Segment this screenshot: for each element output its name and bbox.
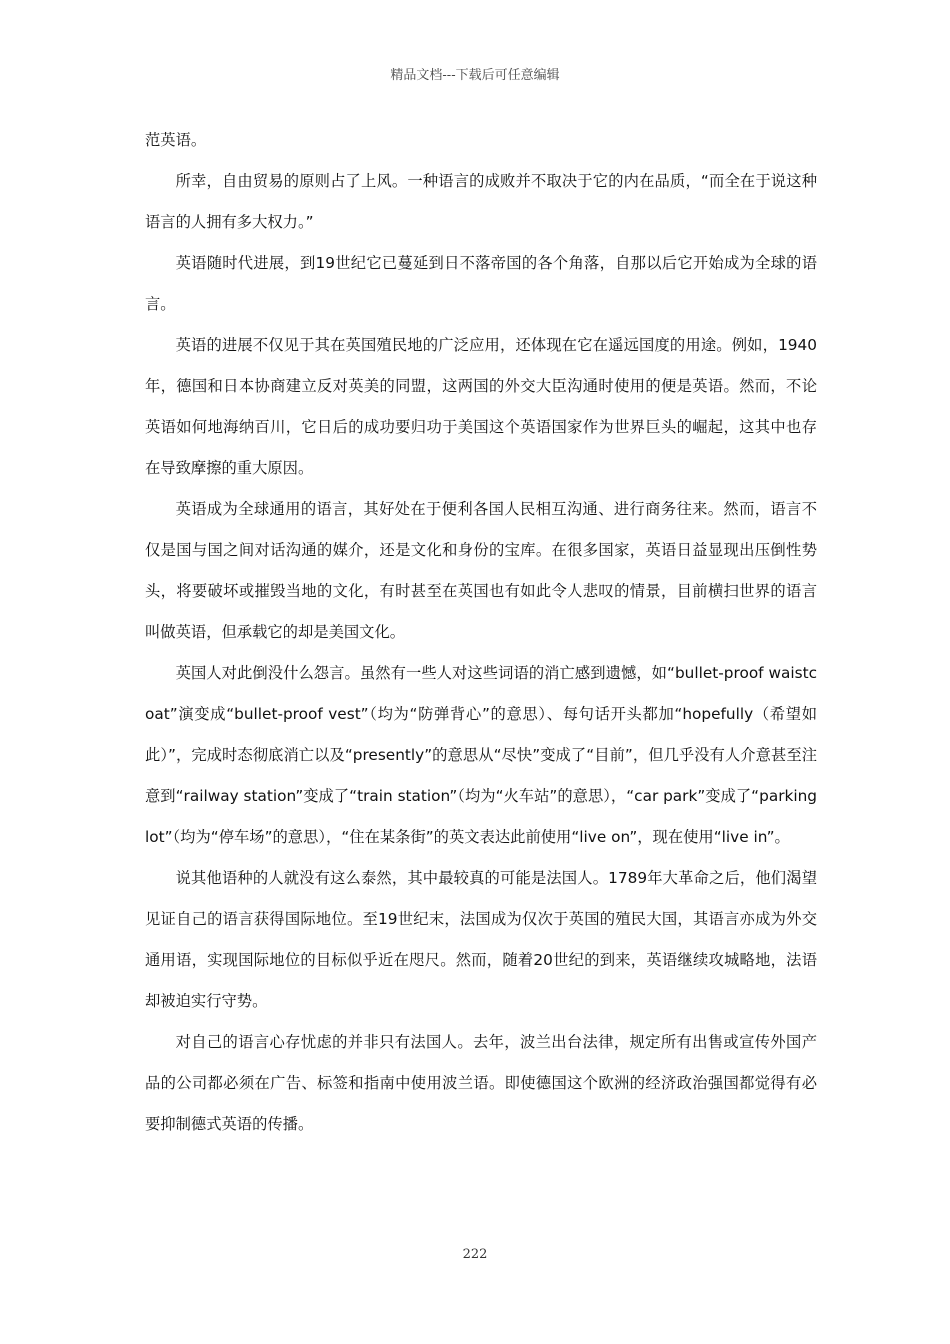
- paragraph-continuation: 范英语。: [145, 131, 207, 149]
- paragraph-19th-century: 英语随时代进展，到19世纪它已蔓延到日不落帝国的各个角落，自那以后它开始成为全球的语言。: [145, 254, 817, 313]
- paragraph-french: 说其他语种的人就没有这么泰然，其中最较真的可能是法国人。1789年大革命之后，他们渴望见证自己的语言获得国际地位。至19世纪末，法国成为仅次于英国的殖民大国，其语言亦成为外交通用语，实现国际地位的目标似乎近在咫尺。然而，随着20世纪的到来，英语继续攻城略地，法语却被迫实行守势。: [145, 869, 817, 1010]
- paragraph-language-worries: 对自己的语言心存忧虑的并非只有法国人。去年，波兰出台法律，规定所有出售或宣传外国产品的公司都必须在广告、标签和指南中使用波兰语。即使德国这个欧洲的经济政治强国都觉得有必要抑制德式英语的传播。: [145, 1033, 817, 1133]
- page-header: 精品文档---下载后可任意编辑: [390, 68, 560, 83]
- paragraph-global-language: 英语成为全球通用的语言，其好处在于便利各国人民相互沟通、进行商务往来。然而，语言不仅是国与国之间对话沟通的媒介，还是文化和身份的宝库。在很多国家，英语日益显现出压倒性势头，将要破坏或摧毁当地的文化，有时甚至在英国也有如此令人悲叹的情景，目前横扫世界的语言叫做英语，但承载它的却是美国文化。: [145, 500, 817, 641]
- paragraph-british-attitude: 英国人对此倒没什么怨言。虽然有一些人对这些词语的消亡感到遗憾，如“bullet-proof waistcoat”演变成“bullet-proof vest”（均为“防弹背心”的意思）、每句话开头都加“hopefully（希望如此）”，完成时态彻底消亡以及“presently”的意思从“尽快”变成了“目前”，但几乎没有人介意甚至注意到“railway station”变成了“train station”（均为“火车站”的意思），“car park”变成了“parking lot”（均为“停车场”的意思），“住在某条街”的英文表达此前使用“live on”，现在使用“live in”。: [145, 664, 817, 846]
- paragraph-english-spread: 英语的进展不仅见于其在英国殖民地的广泛应用，还体现在它在遥远国度的用途。例如，1940年，德国和日本协商建立反对英美的同盟，这两国的外交大臣沟通时使用的便是英语。然而，不论英语如何地海纳百川，它日后的成功要归功于美国这个英语国家作为世界巨头的崛起，这其中也存在导致摩擦的重大原因。: [145, 336, 817, 477]
- page-number: 222: [462, 1247, 488, 1262]
- document-body: [145, 120, 817, 1145]
- paragraph-free-trade: 所幸，自由贸易的原则占了上风。一种语言的成败并不取决于它的内在品质，“而全在于说这种语言的人拥有多大权力。”: [145, 172, 817, 231]
